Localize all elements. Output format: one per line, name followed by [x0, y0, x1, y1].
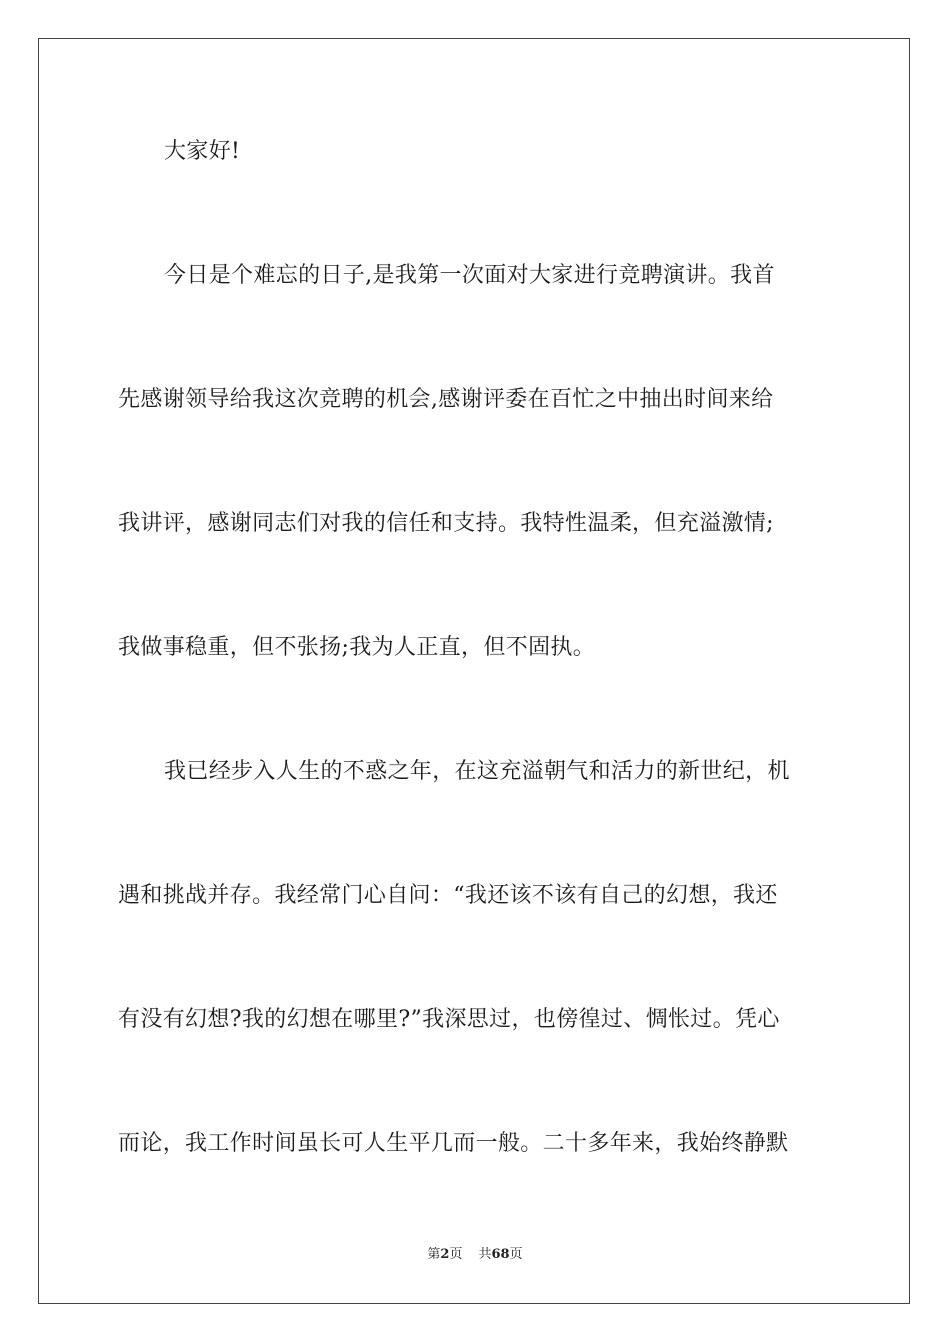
total-suffix: 页 [509, 1247, 523, 1262]
paragraph-1-line-4: 我做事稳重，但不张扬;我为人正直，但不固执。 [118, 635, 596, 660]
page-prefix: 第 [427, 1247, 441, 1262]
greeting-line: 大家好! [164, 139, 241, 164]
page-suffix: 页 [449, 1247, 463, 1262]
paragraph-1-line-1: 今日是个难忘的日子,是我第一次面对大家进行竞聘演讲。我首 [164, 263, 775, 288]
paragraph-1-line-3: 我讲评，感谢同志们对我的信任和支持。我特性温柔，但充溢激情; [118, 511, 774, 536]
page-border [38, 38, 910, 1304]
paragraph-2-line-3: 有没有幻想?我的幻想在哪里?”我深思过，也傍徨过、惆怅过。凭心 [118, 1007, 780, 1032]
total-prefix: 共 [478, 1247, 492, 1262]
page-number: 2 [440, 1247, 450, 1262]
paragraph-2-line-1: 我已经步入人生的不惑之年，在这充溢朝气和活力的新世纪，机 [164, 759, 790, 784]
paragraph-2-line-4: 而论，我工作时间虽长可人生平几而一般。二十多年来，我始终静默 [118, 1131, 789, 1156]
total-pages: 68 [491, 1247, 510, 1262]
paragraph-2-line-2: 遇和挑战并存。我经常门心自问：“我还该不该有自己的幻想，我还 [118, 883, 778, 908]
page-footer [0, 1246, 950, 1264]
paragraph-1-line-2: 先感谢领导给我这次竞聘的机会,感谢评委在百忙之中抽出时间来给 [118, 387, 774, 412]
